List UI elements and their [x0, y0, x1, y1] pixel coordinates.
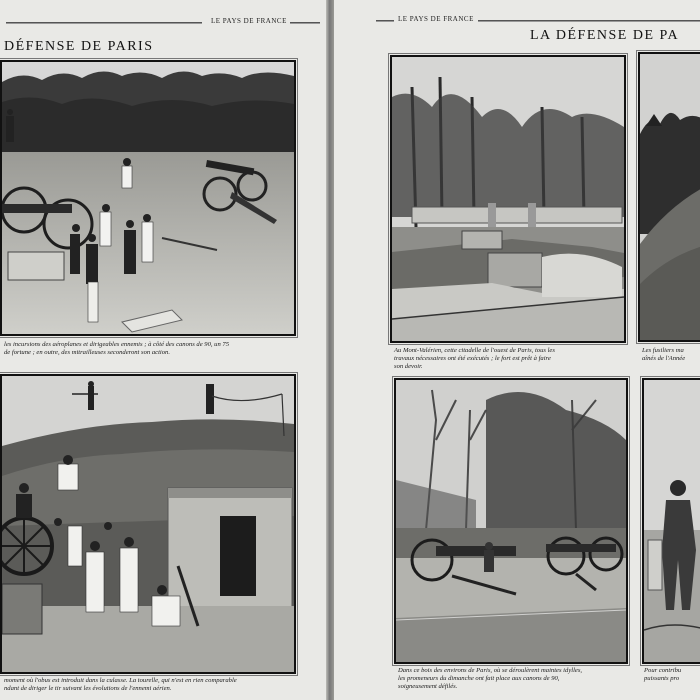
- caption-line: les incursions des aéroplanes et dirigeables ennemis ; à côté des canons de 90, un 75: [4, 341, 230, 348]
- caption-contrib: [644, 667, 700, 683]
- caption-line: son devoir.: [394, 363, 423, 370]
- caption-line: Dans ce bois des environs de Paris, où se déroulèrent maintes idylles,: [398, 667, 583, 674]
- page-title: DÉFENSE DE PARIS: [4, 39, 154, 54]
- photo-fusiliers: [638, 52, 700, 342]
- caption-bottom: [4, 677, 322, 693]
- caption-top: [4, 341, 322, 357]
- caption-line: les promeneurs du dimanche ont fait place aux canons de 90,: [398, 675, 560, 682]
- page-title: LA DÉFENSE DE PA: [530, 28, 680, 43]
- caption-line: Au Mont-Valérien, cette citadelle de l'ouest de Paris, tous les: [394, 347, 555, 354]
- caption-line: Pour contribu: [644, 667, 682, 674]
- caption-line: de fortune ; en outre, des mitrailleuses seconderont son action.: [4, 349, 170, 356]
- running-head-rule: [376, 20, 394, 22]
- caption-fusiliers: [642, 347, 700, 363]
- photo-woods-cannons: [394, 378, 628, 664]
- caption-fort: [394, 347, 626, 371]
- caption-line: soigneusement défilés.: [398, 683, 458, 690]
- left-page: [0, 0, 326, 700]
- photo-gun-emplacement: [0, 374, 296, 674]
- caption-line: Les fusiliers ma: [642, 347, 684, 354]
- caption-line: puissants pro: [644, 675, 680, 682]
- running-head-rule: [290, 22, 320, 24]
- caption-line: aînés de l'Année: [642, 355, 686, 362]
- right-page: [334, 0, 700, 700]
- running-head-rule: [6, 22, 202, 24]
- photo-mont-valerien: [390, 55, 626, 343]
- photo-cannons-field: [0, 60, 296, 336]
- caption-line: moment où l'obus est introduit dans la culasse. La tourelle, qui n'est en rien comparable: [4, 677, 237, 684]
- caption-line: travaux nécessaires ont été exécutés ; le fort est prêt à faire: [394, 355, 551, 362]
- running-head: LE PAYS DE FRANCE: [211, 17, 287, 25]
- photo-soldier: [642, 378, 700, 664]
- running-head: LE PAYS DE FRANCE: [398, 15, 474, 23]
- caption-woods: [398, 667, 628, 691]
- running-head-rule: [478, 20, 700, 22]
- book-gutter: [326, 0, 334, 700]
- caption-line: ndant de diriger le tir suivant les évolutions de l'ennemi aérien.: [4, 685, 172, 692]
